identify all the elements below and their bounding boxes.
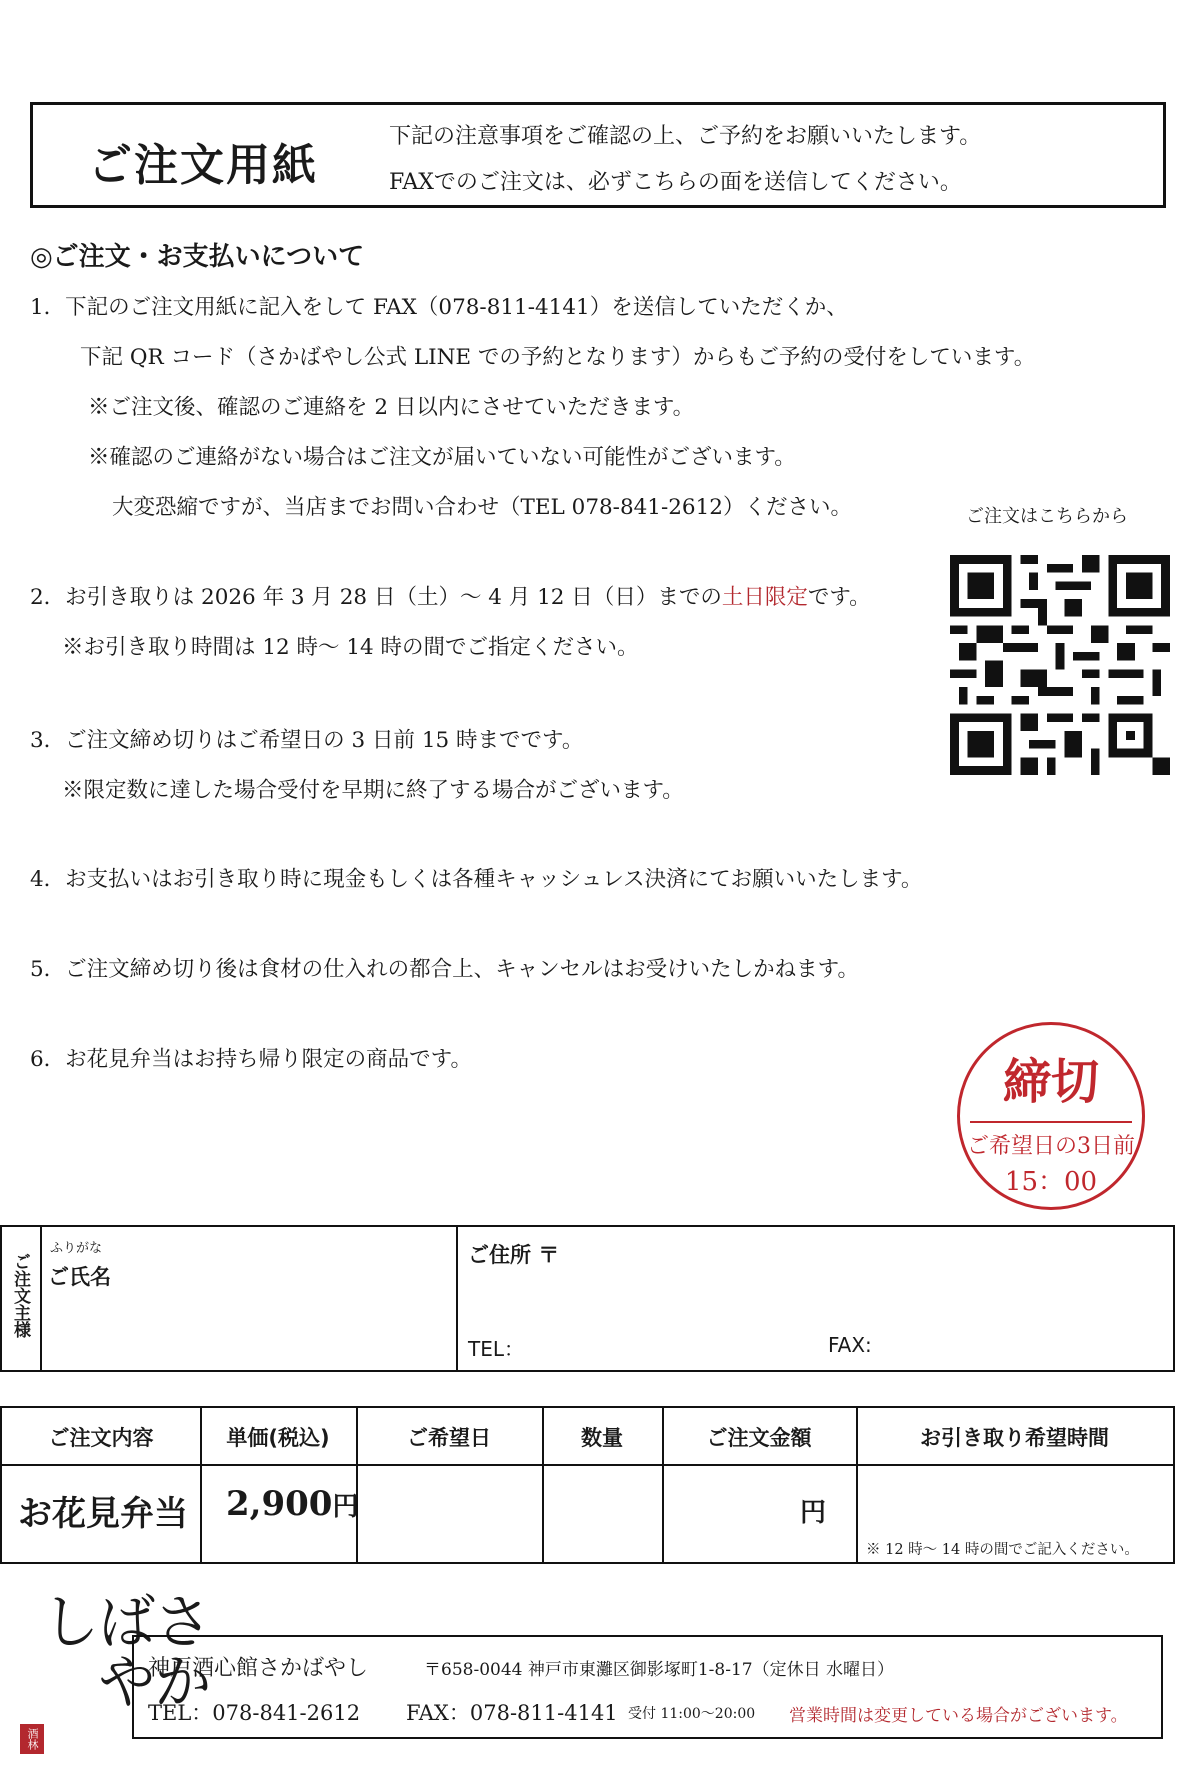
- address-label: ご住所 〒: [468, 1243, 560, 1267]
- item-2-line-1: [30, 580, 871, 611]
- quantity-field[interactable]: [546, 1468, 660, 1562]
- header-note-fax: FAXでのご注文は、必ずこちらの面を送信してください。: [389, 170, 962, 195]
- hours-notice: 営業時間は変更している場合がございます。: [789, 1706, 1128, 1726]
- header-order-amount: ご注文金額: [706, 1426, 812, 1450]
- fax-label: FAX:: [828, 1333, 872, 1357]
- reception-hours: 受付 11:00～20:00: [628, 1706, 756, 1722]
- name-field[interactable]: [44, 1291, 450, 1367]
- item-3-line-1: 3．ご注文締め切りはご希望日の 3 日前 15 時までです。: [30, 728, 584, 753]
- stamp-three-days-before: ご希望日の3日前: [967, 1134, 1135, 1159]
- address-field[interactable]: [464, 1271, 1164, 1321]
- item-4-line-1: 4．お支払いはお引き取り時に現金もしくは各種キャッシュレス決済にてお願いいたします。: [30, 867, 923, 892]
- fax-field[interactable]: [882, 1327, 1162, 1363]
- deadline-stamp: [957, 1022, 1145, 1210]
- item-1-line-2: 下記 QR コード（さかばやし公式 LINE での予約となります）からもご予約の受付をしています。: [80, 345, 1036, 370]
- header-unit-price: 単価(税込): [226, 1426, 330, 1450]
- header-quantity: 数量: [581, 1426, 623, 1450]
- unit-price-value: 2,900: [226, 1484, 333, 1524]
- header-desired-date: ご希望日: [407, 1426, 491, 1450]
- name-label: ご氏名: [48, 1265, 111, 1289]
- furigana-label: ふりがな: [50, 1241, 103, 1256]
- item-6-line-1: 6．お花見弁当はお持ち帰り限定の商品です。: [30, 1047, 472, 1072]
- qr-caption: ご注文はこちらから: [966, 506, 1128, 527]
- amount-yen: 円: [800, 1498, 827, 1528]
- item-1-line-5: 大変恐縮ですが、当店までお問い合わせ（TEL 078-841-2612）ください。: [112, 495, 852, 520]
- section-title: ◎ご注文・お支払いについて: [30, 242, 365, 272]
- header-box: [30, 102, 1166, 208]
- item-5-line-1: 5．ご注文締め切り後は食材の仕入れの都合上、キャンセルはお受けいたしかねます。: [30, 957, 859, 982]
- logo-seal: 酒林: [20, 1724, 44, 1754]
- shop-logo: [20, 1590, 213, 1760]
- item-1-line-1: 1．下記のご注文用紙に記入をして FAX（078-811-4141）を送信していただくか、: [30, 295, 848, 320]
- shop-tel: TEL：078-841-2612: [148, 1701, 361, 1725]
- order-table: [0, 1406, 1175, 1564]
- customer-divider: [456, 1227, 458, 1370]
- stamp-time: 15：00: [1004, 1167, 1098, 1197]
- page-title: ご注文用紙: [88, 140, 318, 191]
- header-pickup-time: お引き取り希望時間: [920, 1426, 1109, 1450]
- footer-box: [132, 1635, 1163, 1739]
- item-1-line-4: ※確認のご連絡がない場合はご注文が届いていない可能性がございます。: [88, 445, 796, 470]
- desired-date-field[interactable]: [360, 1468, 540, 1562]
- stamp-divider: [970, 1121, 1132, 1123]
- order-header-divider: [2, 1464, 1173, 1466]
- item-3-line-2: ※限定数に達した場合受付を早期に終了する場合がございます。: [62, 778, 684, 803]
- customer-divider: [40, 1227, 42, 1370]
- product-name: お花見弁当: [18, 1494, 188, 1534]
- customer-side-label: ご注文主様: [10, 1253, 30, 1338]
- item-2-text: 2．お引き取りは 2026 年 3 月 28 日（土）～ 4 月 12 日（日）までの: [30, 585, 722, 610]
- item-2-text-end: です。: [807, 585, 871, 610]
- tel-label: TEL：: [468, 1337, 524, 1361]
- stamp-deadline-text: 締切: [1002, 1054, 1099, 1110]
- item-2-line-2: ※お引き取り時間は 12 時～ 14 時の間でご指定ください。: [62, 635, 639, 660]
- pickup-time-note: ※ 12 時～ 14 時の間でご記入ください。: [866, 1542, 1139, 1558]
- header-note-confirm: 下記の注意事項をご確認の上、ご予約をお願いいたします。: [389, 124, 982, 149]
- unit-price: [226, 1484, 358, 1524]
- tel-field[interactable]: [532, 1327, 812, 1363]
- shop-fax: FAX：078-811-4141: [406, 1701, 618, 1725]
- qr-code-icon[interactable]: [950, 555, 1170, 775]
- customer-info-table: [0, 1225, 1175, 1372]
- logo-calligraphy: さかばやし: [31, 1590, 213, 1710]
- unit-price-yen: 円: [332, 1492, 359, 1522]
- shop-address: 〒658-0044 神戸市東灘区御影塚町1-8-17（定休日 水曜日）: [424, 1660, 895, 1680]
- weekend-limited-highlight: 土日限定: [721, 585, 808, 610]
- item-1-line-3: ※ご注文後、確認のご連絡を 2 日以内にさせていただきます。: [88, 395, 695, 420]
- shop-name: 神戸酒心館さかばやし: [148, 1656, 369, 1681]
- header-order-content: ご注文内容: [48, 1426, 154, 1450]
- pickup-time-field[interactable]: [860, 1468, 1170, 1538]
